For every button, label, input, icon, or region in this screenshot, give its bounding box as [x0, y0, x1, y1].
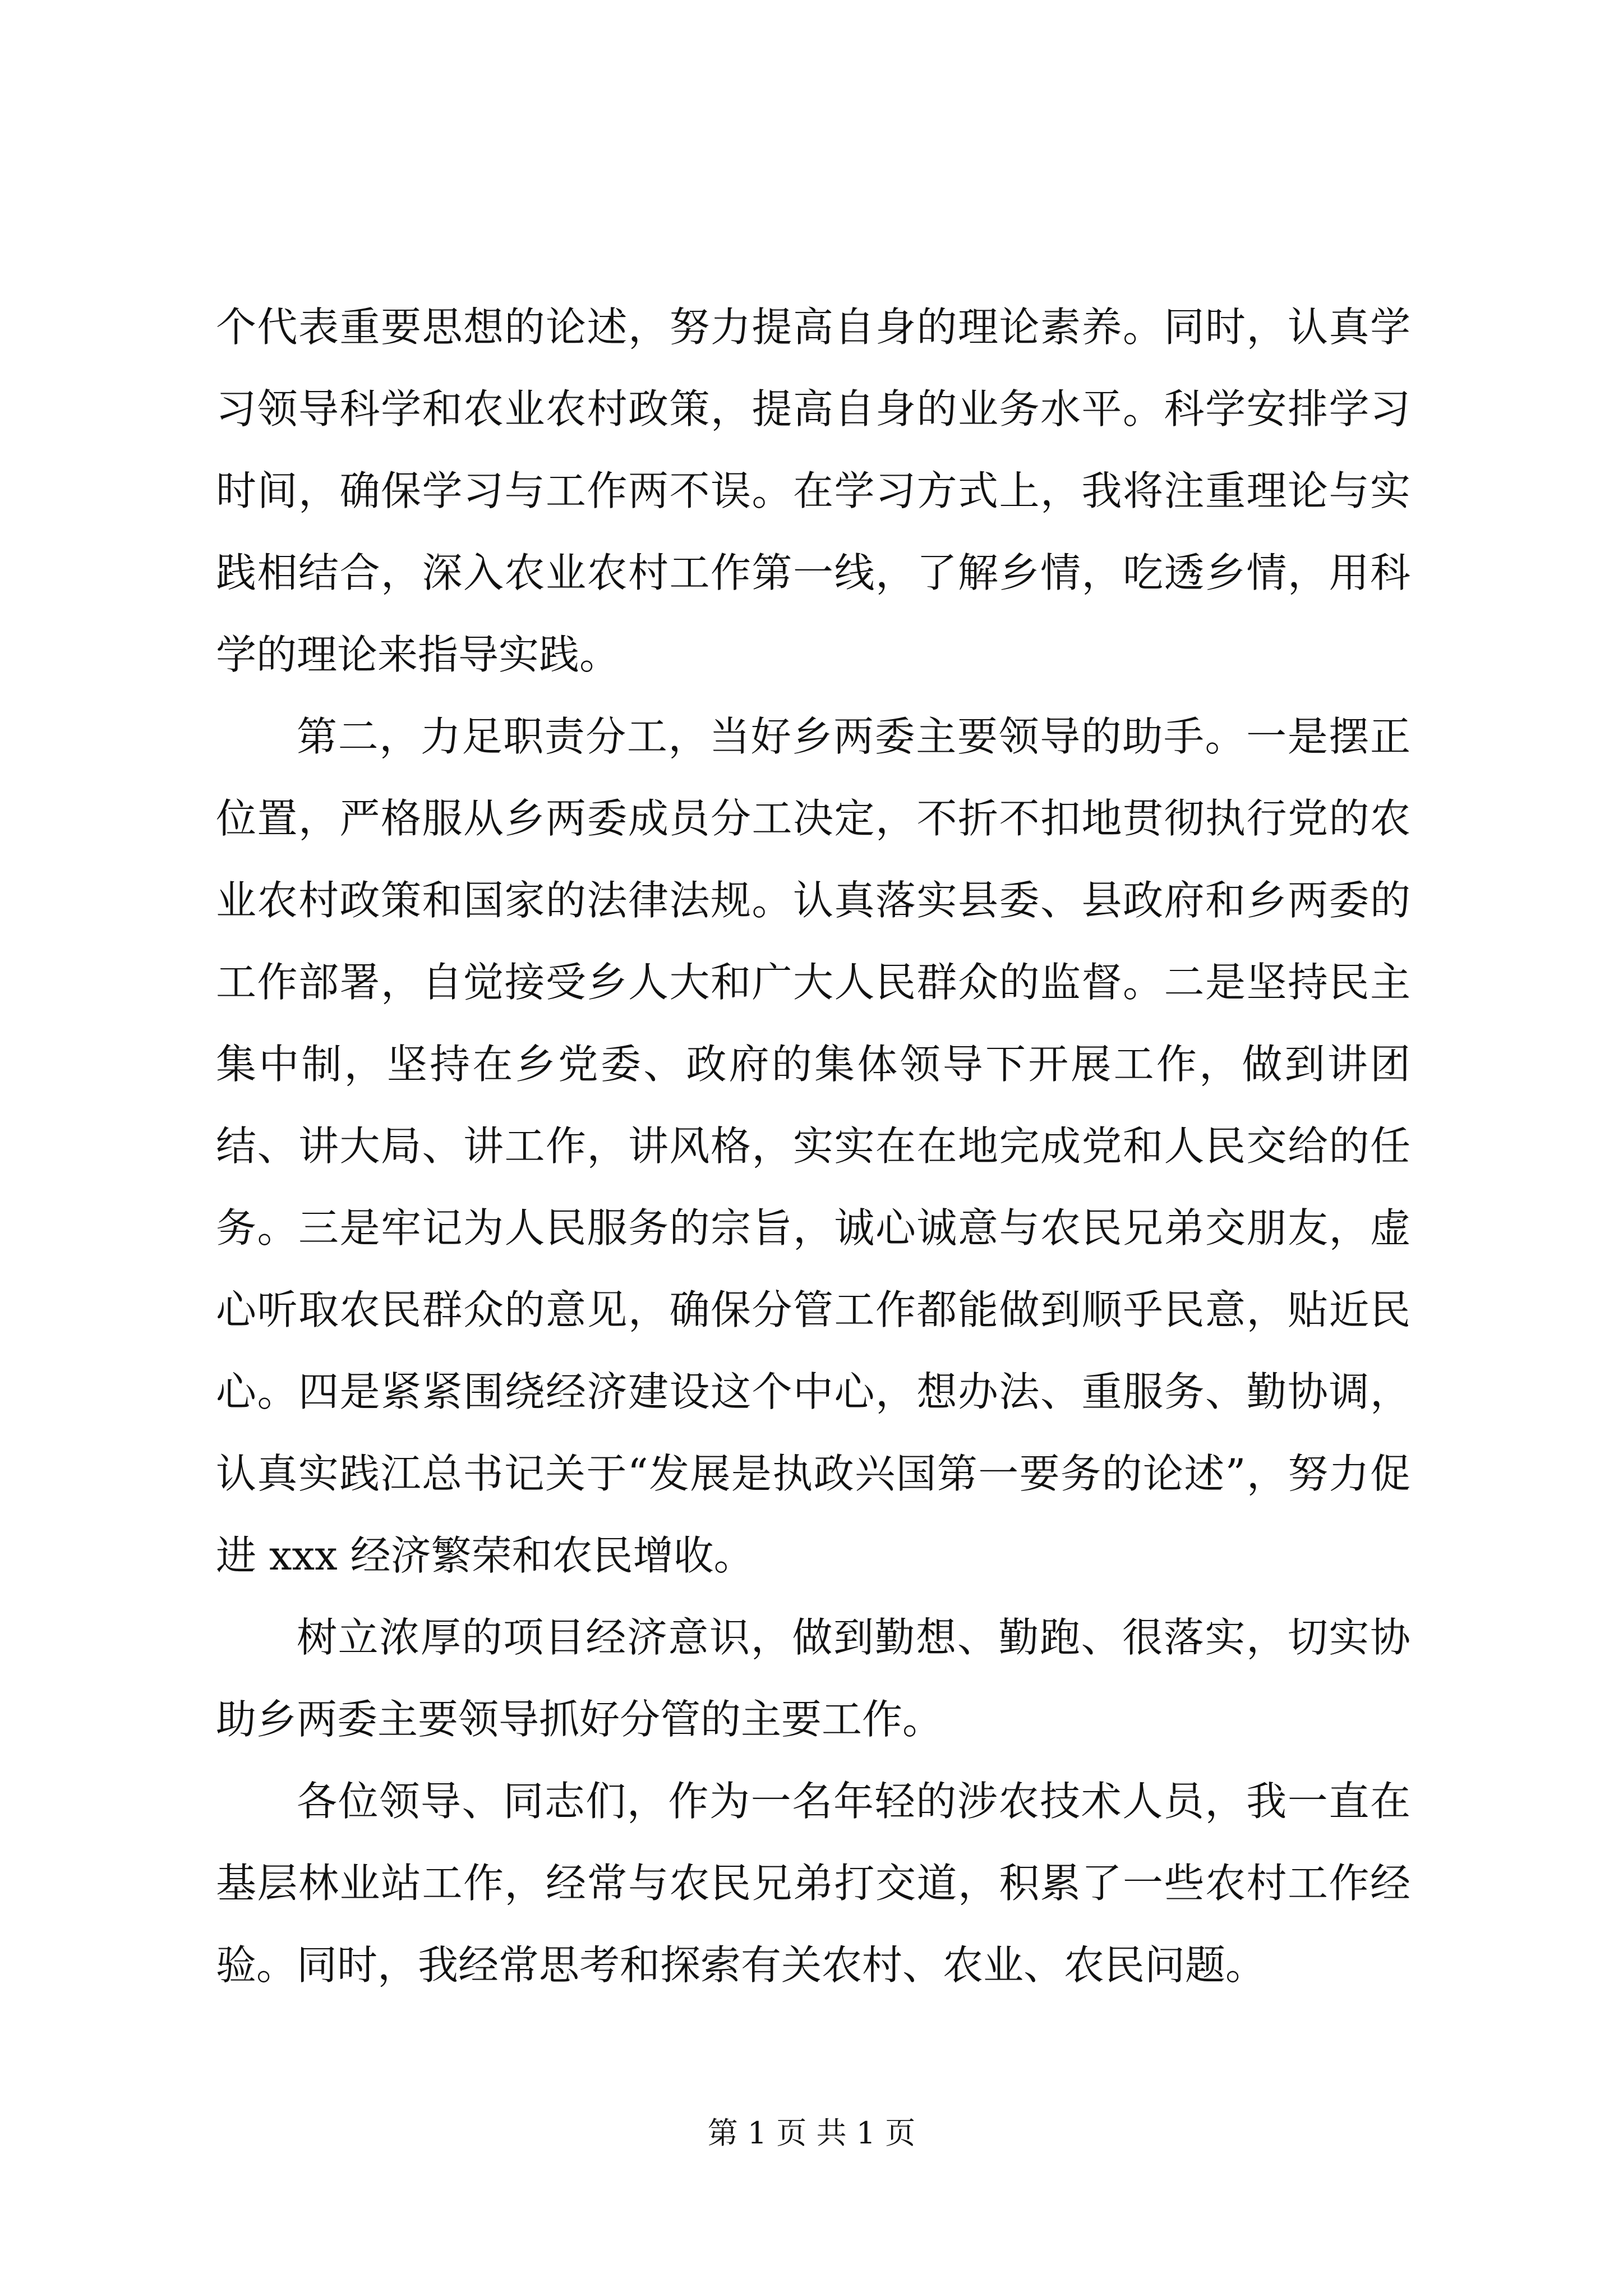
document-body — [216, 286, 1410, 2006]
paragraph-project-awareness: 树立浓厚的项目经济意识，做到勤想、勤跑、很落实，切实协助乡两委主要领导抓好分管的主要工作。 — [216, 1614, 1410, 1743]
paragraph-closing: 各位领导、同志们，作为一名年轻的涉农技术人员，我一直在基层林业站工作，经常与农民兄弟打交道，积累了一些农村工作经验。同时，我经常思考和探索有关农村、农业、农民问题。 — [216, 1778, 1410, 1989]
paragraph-second-point: 第二，力足职责分工，当好乡两委主要领导的助手。一是摆正位置，严格服从乡两委成员分工决定，不折不扣地贯彻执行党的农业农村政策和国家的法律法规。认真落实县委、县政府和乡两委的工作部署，自觉接受乡人大和广大人民群众的监督。二是坚持民主集中制，坚持在乡党委、政府的集体领导下开展工作，做到讲团结、讲大局、讲工作，讲风格，实实在在地完成党和人民交给的任务。三是牢记为人民服务的宗旨，诚心诚意与农民兄弟交朋友，虚心听取农民群众的意见，确保分管工作都能做到顺乎民意，贴近民心。四是紧紧围绕经济建设这个中心，想办法、重服务、勤协调，认真实践江总书记关于“发展是执政兴国第一要务的论述”，努力促进 xxx 经济繁荣和农民增收。 — [216, 713, 1410, 1579]
paragraph-continuation: 个代表重要思想的论述，努力提高自身的理论素养。同时，认真学习领导科学和农业农村政策，提高自身的业务水平。科学安排学习时间，确保学习与工作两不误。在学习方式上，我将注重理论与实践相结合，深入农业农村工作第一线，了解乡情，吃透乡情，用科学的理论来指导实践。 — [216, 303, 1410, 678]
page-number-footer: 第 1 页 共 1 页 — [707, 2115, 916, 2151]
